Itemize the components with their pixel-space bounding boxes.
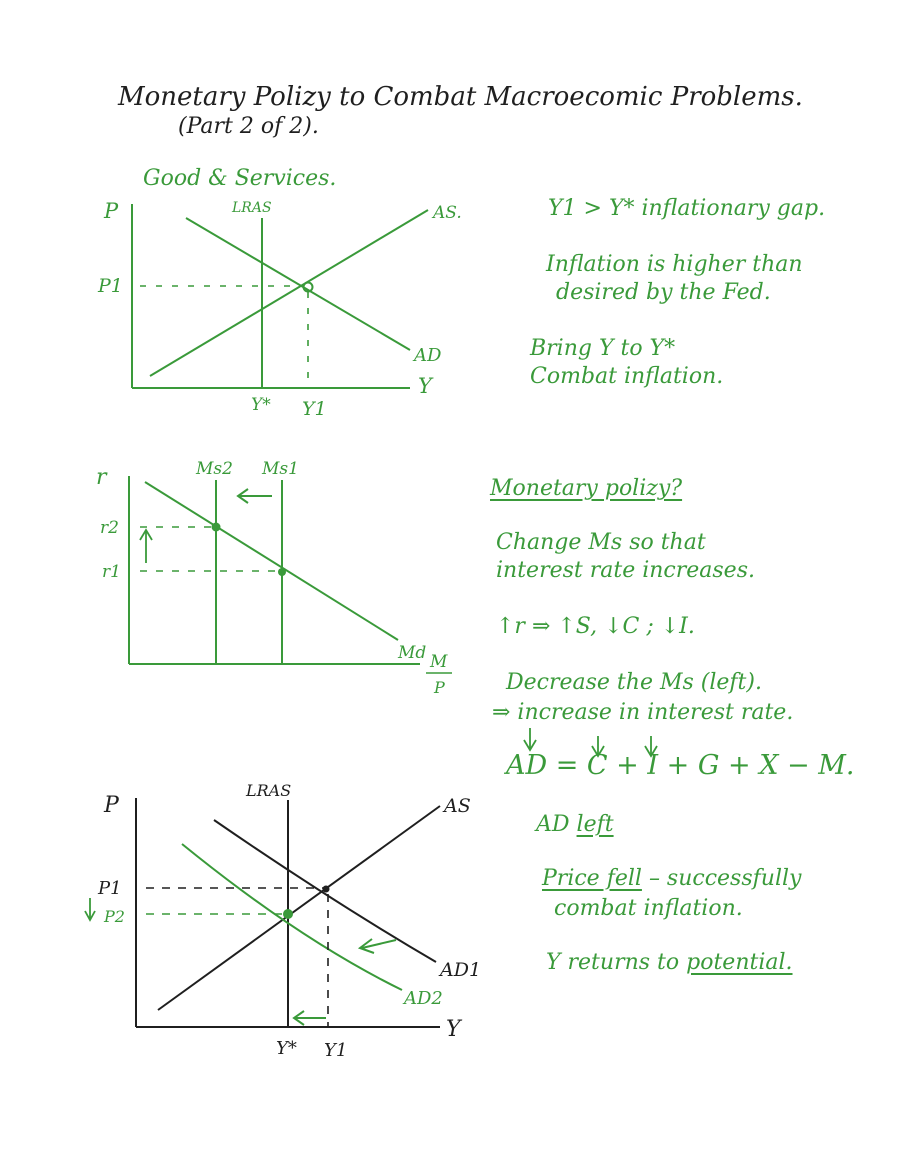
page-subtitle: (Part 2 of 2). [178, 114, 319, 139]
graph1-p1-label: P1 [98, 275, 123, 297]
note-price-fell-text: Price fell [542, 866, 642, 891]
graph3-p2-label: P2 [104, 907, 125, 926]
note-decrease-ms: Decrease the Ms (left). [506, 670, 762, 695]
note-y-returns-text: Y returns to [546, 950, 680, 975]
note-increase-rate: ⇒ increase in interest rate. [492, 700, 794, 725]
graph3-p1-label: P1 [98, 878, 122, 899]
graph3-ystar-label: Y* [276, 1038, 297, 1059]
note-price-fell [542, 866, 801, 891]
graph1-y1-label: Y1 [302, 398, 327, 420]
graph3-y-axis-label: P [104, 793, 119, 818]
note-effects: ↑r ⇒ ↑S, ↓C ; ↓I. [496, 614, 695, 639]
graph1-ystar-label: Y* [251, 395, 271, 415]
note-y-returns-potential: potential. [686, 950, 793, 975]
graph1-lras-label: LRAS [232, 200, 272, 216]
graph2-ms2-label: Ms2 [196, 459, 233, 479]
graph1-x-axis-label: Y [418, 374, 432, 398]
note-change-line2: interest rate increases. [496, 558, 755, 583]
note-combat-inflation: Combat inflation. [530, 364, 724, 389]
graph2-x-den-label: P [434, 678, 445, 697]
graph3-x-axis-label: Y [446, 1017, 461, 1042]
graph2-md-label: Md [398, 643, 427, 663]
note-bring-y: Bring Y to Y* [530, 336, 676, 361]
graph1-ad-label: AD [414, 345, 442, 366]
page-title: Monetary Polizy to Combat Macroecomic Problems. [118, 82, 803, 112]
note-change-line1: Change Ms so that [496, 530, 706, 555]
note-ad-equation: AD = C + I + G + X − M. [506, 750, 855, 781]
graph3-ad2-label: AD2 [404, 988, 443, 1009]
graph2-y-axis-label: r [96, 465, 107, 490]
note-monetary-policy-question: Monetary polizy? [490, 476, 683, 501]
note-ad-left [536, 812, 614, 837]
note-inflationary-gap: Y1 > Y* inflationary gap. [548, 196, 826, 221]
graph1-heading: Good & Services. [143, 166, 337, 191]
graph3-y1-label: Y1 [324, 1040, 348, 1061]
graph3-ad1-label: AD1 [440, 959, 482, 981]
graph3-as-label: AS [444, 795, 471, 817]
note-inflation-line1: Inflation is higher than [546, 252, 803, 277]
note-inflation-line2: desired by the Fed. [556, 280, 771, 305]
note-ad-left-word: AD [536, 812, 570, 837]
graph1-y-axis-label: P [104, 199, 119, 223]
graph3-lras-label: LRAS [246, 781, 292, 800]
graph2-ms1-label: Ms1 [262, 459, 299, 479]
note-ad-left-direction: left [576, 812, 614, 837]
note-price-fell-successfully: – successfully [648, 866, 802, 891]
note-combat-inflation-2: combat inflation. [554, 896, 743, 921]
graph1-as-label: AS. [433, 203, 462, 223]
graph2-r1-label: r1 [102, 562, 121, 582]
graph2-x-num-label: M [430, 652, 448, 672]
graph2-r2-label: r2 [100, 518, 119, 538]
note-y-returns [546, 950, 793, 975]
